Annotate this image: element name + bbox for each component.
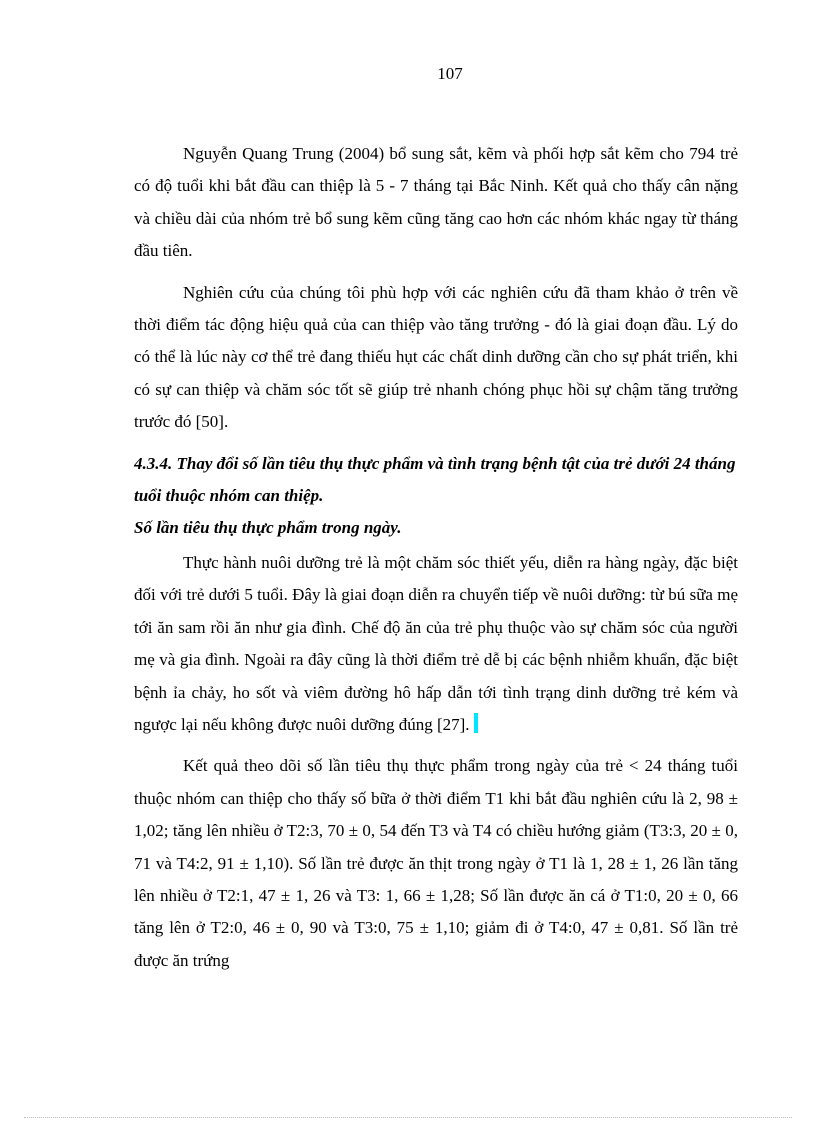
paragraph-monitoring-results: Kết quả theo dõi số lần tiêu thụ thực phẩm trong ngày của trẻ < 24 tháng tuổi thuộc nhóm can thiệp cho thấy số bữa ở thời điểm T1 khi bắt đầu nghiên cứu là 2, 98 ± 1,02; tăng lên nhiều ở T2:3, 70 ± 0, 54 đến T3 và T4 có chiều hướng giảm (T3:3, 20 ± 0, 71 và T4:2, 91 ± 1,10). Số lần trẻ được ăn thịt trong ngày ở T1 là 1, 28 ± 1, 26 lần tăng lên nhiều ở T2:1, 47 ± 1, 26 và T3: 1, 66 ± 1,28; Số lần được ăn cá ở T1:0, 20 ± 0, 66 tăng lên ở T2:0, 46 ± 0, 90 và T3:0, 75 ± 1,10; giảm đi ở T4:0, 47 ± 0,81. Số lần trẻ được ăn trứng	[134, 756, 738, 970]
document-body	[134, 138, 738, 986]
paragraph-our-study: Nghiên cứu của chúng tôi phù hợp với các nghiên cứu đã tham khảo ở trên về thời điểm tác động hiệu quả của can thiệp vào tăng trưởng - đó là giai đoạn đầu. Lý do có thể là lúc này cơ thể trẻ đang thiếu hụt các chất dinh dưỡng cần cho sự phát triển, khi có sự can thiệp và chăm sóc tốt sẽ giúp trẻ nhanh chóng phục hồi sự chậm tăng trưởng trước đó [50].	[134, 282, 738, 432]
page-number: 107	[437, 64, 463, 83]
subheading-food-frequency: Số lần tiêu thụ thực phẩm trong ngày.	[134, 518, 402, 538]
paragraph-feeding-practice	[134, 547, 738, 741]
paragraph-nguyen-quang-trung: Nguyễn Quang Trung (2004) bổ sung sắt, kẽm và phối hợp sắt kẽm cho 794 trẻ có độ tuổi khi bắt đầu can thiệp là 5 - 7 tháng tại Bắc Ninh. Kết quả cho thấy cân nặng và chiều dài của nhóm trẻ bổ sung kẽm cũng tăng cao hơn các nhóm khác ngay từ tháng đầu tiên.	[134, 144, 738, 261]
paragraph-feeding-practice-text: Thực hành nuôi dưỡng trẻ là một chăm sóc thiết yếu, diễn ra hàng ngày, đặc biệt đối với trẻ dưới 5 tuổi. Đây là giai đoạn diễn ra chuyển tiếp về nuôi dưỡng: từ bú sữa mẹ tới ăn sam rồi ăn như gia đình. Chế độ ăn của trẻ phụ thuộc vào sự chăm sóc của người mẹ và gia đình. Ngoài ra đây cũng là thời điểm trẻ dễ bị các bệnh nhiễm khuẩn, đặc biệt bệnh ỉa chảy, ho sốt và viêm đường hô hấp dẫn tới tình trạng dinh dưỡng trẻ kém và ngược lại nếu không được nuôi dưỡng đúng [27].	[134, 552, 738, 734]
text-cursor-marker	[474, 713, 478, 733]
section-heading-4-3-4: 4.3.4. Thay đổi số lần tiêu thụ thực phẩm và tình trạng bệnh tật của trẻ dưới 24 tháng tuổi thuộc nhóm can thiệp.	[134, 453, 736, 506]
page-bottom-border	[24, 1117, 792, 1118]
